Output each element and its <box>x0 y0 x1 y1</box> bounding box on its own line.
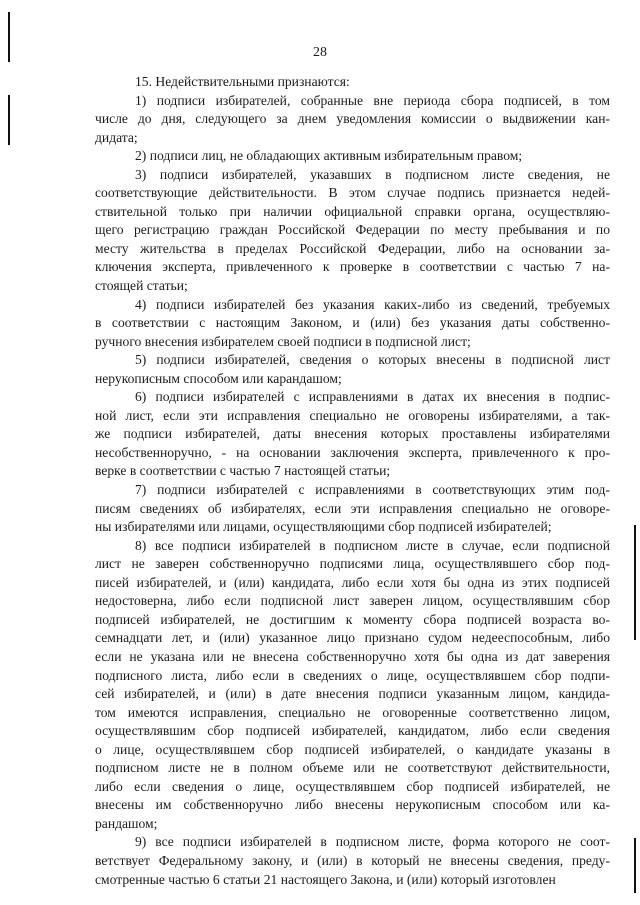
text-line: 8) все подписи избирателей в подписном листе в случае, если подписной <box>135 537 610 553</box>
text-line: нерукописным способом или карандашом; <box>95 370 342 386</box>
text-line: подписей избирателей, не достигшим к моменту сбора подписей возраста во- <box>95 611 610 627</box>
document-body <box>95 73 610 889</box>
text-line: лист не заверен собственноручно подписями лица, осуществлявшего сбор под- <box>95 556 610 572</box>
text-line: 4) подписи избирателей без указания каких-либо из сведений, требуемых <box>135 296 610 312</box>
paragraph <box>95 166 610 296</box>
text-line: внесены им собственноручно либо внесены нерукописным способом или ка- <box>95 797 610 813</box>
text-line: 3) подписи избирателей, указавших в подписном листе сведения, не <box>135 166 610 182</box>
text-line: писям сведениях об избирателях, если эти исправления специально не оговоре- <box>95 500 610 516</box>
paragraph <box>95 92 610 148</box>
text-line: о лице, осуществлявшем сбор подписей избирателей, о кандидате указаны в <box>95 741 610 757</box>
text-line: подписном листе не в полном объеме или не соответствуют действительности, <box>95 760 610 776</box>
scan-mark-left-middle <box>8 95 10 145</box>
text-line: числе до дня, следующего за днем уведомления комиссии о выдвижении кан- <box>95 111 610 127</box>
text-line: 2) подписи лиц, не обладающих активным избирательным правом; <box>135 148 523 164</box>
text-line: 7) подписи избирателей с исправлениями в соответствующих этим под- <box>135 482 610 498</box>
text-line: месту жительства в пределах Российской Федерации, либо на основании за- <box>95 240 610 256</box>
text-line: ствительной только при наличии официальной справки органа, осуществляю- <box>95 203 610 219</box>
text-line: ручного внесения избирателем своей подписи в подписной лист; <box>95 333 471 349</box>
text-line: верке в соответствии с частью 7 настоящей статьи; <box>95 463 391 479</box>
text-line: 6) подписи избирателей с исправлениями в датах их внесения в подпис- <box>135 389 610 405</box>
text-line: 15. Недействительными признаются: <box>135 74 350 89</box>
text-line: семнадцати лет, и (или) указанное лицо признано судом недееспособным, либо <box>95 630 610 646</box>
paragraph <box>95 481 610 537</box>
text-line: ны избирателями или лицами, осуществляющими сбор подписей избирателей; <box>95 519 552 535</box>
text-line: если не указана или не внесена собственноручно хотя бы одна из дат заверения <box>95 648 610 664</box>
text-line: щего регистрацию граждан Российской Федерации по месту пребывания и по <box>95 222 610 238</box>
text-line: в соответствии с настоящим Законом, и (или) без указания даты собственно- <box>95 315 610 331</box>
text-line: осуществлявшим сбор подписей избирателей, кандидатом, либо если сведения <box>95 723 610 739</box>
paragraph <box>95 537 610 834</box>
text-line: рандашом; <box>95 815 158 831</box>
text-line: соответствующие действительности. В этом случае подпись признается недей- <box>95 185 610 201</box>
text-line: сей избирателей, и (или) в дате внесения подписи указанным лицом, кандида- <box>95 686 610 702</box>
text-line: дидата; <box>95 129 138 145</box>
paragraph <box>95 147 610 166</box>
text-line: ветствует Федеральному закону, и (или) в который не внесены сведения, преду- <box>95 852 610 868</box>
page-number: 28 <box>313 45 327 60</box>
text-line: 1) подписи избирателей, собранные вне периода сбора подписей, в том <box>135 92 610 108</box>
text-line: же подписи избирателей, даты внесения которых проставлены избирателями <box>95 426 610 442</box>
text-line: либо если сведения о лице, осуществлявшем сбор подписей избирателей, не <box>95 778 610 794</box>
scan-mark-right-middle <box>634 525 636 640</box>
paragraph <box>95 833 610 889</box>
paragraph <box>95 388 610 481</box>
text-line: ной лист, если эти исправления специально не оговорены избирателями, а так- <box>95 407 610 423</box>
text-line: недостоверна, либо если подписной лист заверен лицом, осуществлявшим сбор <box>95 593 610 609</box>
text-line: смотренные частью 6 статьи 21 настоящего Закона, и (или) который изготовлен <box>95 871 556 887</box>
text-line: том имеются исправления, специально не оговоренные соответственно лицом, <box>95 704 610 720</box>
text-line: 5) подписи избирателей, сведения о которых внесены в подписной лист <box>135 352 610 368</box>
text-line: 9) все подписи избирателей в подписном листе, форма которого не соот- <box>135 834 610 850</box>
text-line: несобственноручно, - на основании заключения эксперта, привлеченного к про- <box>95 444 610 460</box>
text-line: ключения эксперта, привлеченного к проверке в соответствии с частью 7 на- <box>95 259 610 275</box>
text-line: подписного листа, либо если в сведениях о лице, осуществлявшем сбор подпи- <box>95 667 610 683</box>
paragraph <box>95 296 610 352</box>
scan-mark-right-bottom <box>634 838 636 893</box>
paragraph <box>95 351 610 388</box>
text-line: стоящей статьи; <box>95 278 188 294</box>
text-line: писей избирателей, и (или) кандидата, либо если хотя бы одна из этих подписей <box>95 574 610 590</box>
paragraph <box>95 73 610 92</box>
